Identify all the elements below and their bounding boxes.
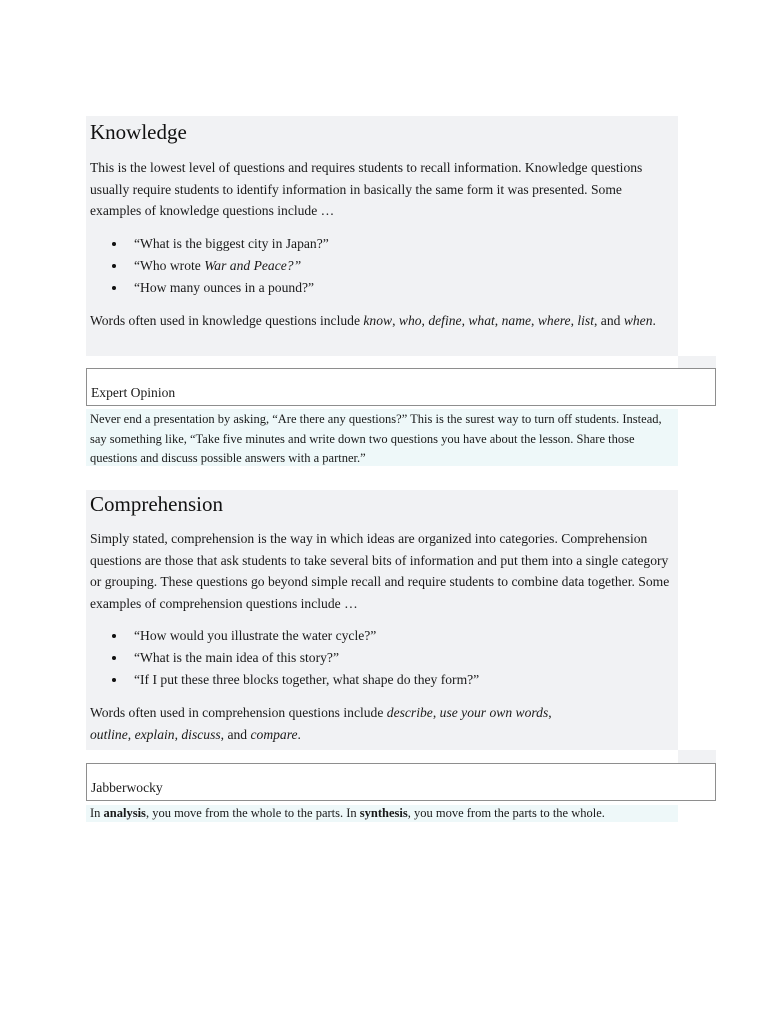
list-item: “How would you illustrate the water cycle?” (134, 625, 674, 647)
list-item: “If I put these three blocks together, what shape do they form?” (134, 669, 674, 691)
comprehension-heading: Comprehension (90, 492, 223, 516)
expert-opinion-text: Never end a presentation by asking, “Are there any questions?” This is the surest way to turn off students. Instead, say something like, “Take five minutes and write down two questions you have about the lesson. Share those questions and discuss possible answers with a partner.” (86, 409, 678, 466)
list-item: “What is the biggest city in Japan?” (134, 233, 674, 255)
section-stripe (678, 750, 716, 763)
knowledge-examples-list (90, 233, 674, 299)
expert-opinion-title: Expert Opinion (91, 385, 176, 400)
list-item: “Who wrote War and Peace?” (134, 255, 674, 277)
comprehension-examples-list (90, 625, 674, 691)
jabberwocky-text: In analysis, you move from the whole to the parts. In synthesis, you move from the parts to the whole. (86, 805, 678, 822)
bullet-icon (112, 634, 116, 638)
knowledge-words-paragraph: Words often used in knowledge questions include know, who, define, what, name, where, list, and when. (90, 312, 656, 328)
knowledge-heading: Knowledge (90, 120, 187, 144)
bullet-icon (112, 242, 116, 246)
bullet-icon (112, 286, 116, 290)
expert-opinion-box (86, 368, 716, 406)
knowledge-intro: This is the lowest level of questions and requires students to recall information. Knowledge questions usually require students to identify information in basically the same form it was presented. Some examples of knowledge questions include … (90, 160, 643, 218)
list-item: “How many ounces in a pound?” (134, 277, 674, 299)
bullet-icon (112, 264, 116, 268)
jabberwocky-title: Jabberwocky (91, 780, 163, 795)
jabberwocky-box (86, 763, 716, 801)
section-stripe (678, 356, 716, 368)
comprehension-intro: Simply stated, comprehension is the way in which ideas are organized into categories. Comprehension questions are those that ask students to take several bits of information and put them into a single category or grouping. These questions go beyond simple recall and require students to combine data together. Some examples of comprehension questions include … (90, 531, 670, 611)
bullet-icon (112, 678, 116, 682)
comprehension-words-paragraph: Words often used in comprehension questions include describe, use your own words, outline, explain, discuss, and compare. (90, 705, 552, 742)
bullet-icon (112, 656, 116, 660)
list-item: “What is the main idea of this story?” (134, 647, 674, 669)
comprehension-section (86, 490, 678, 750)
knowledge-section (86, 116, 678, 356)
